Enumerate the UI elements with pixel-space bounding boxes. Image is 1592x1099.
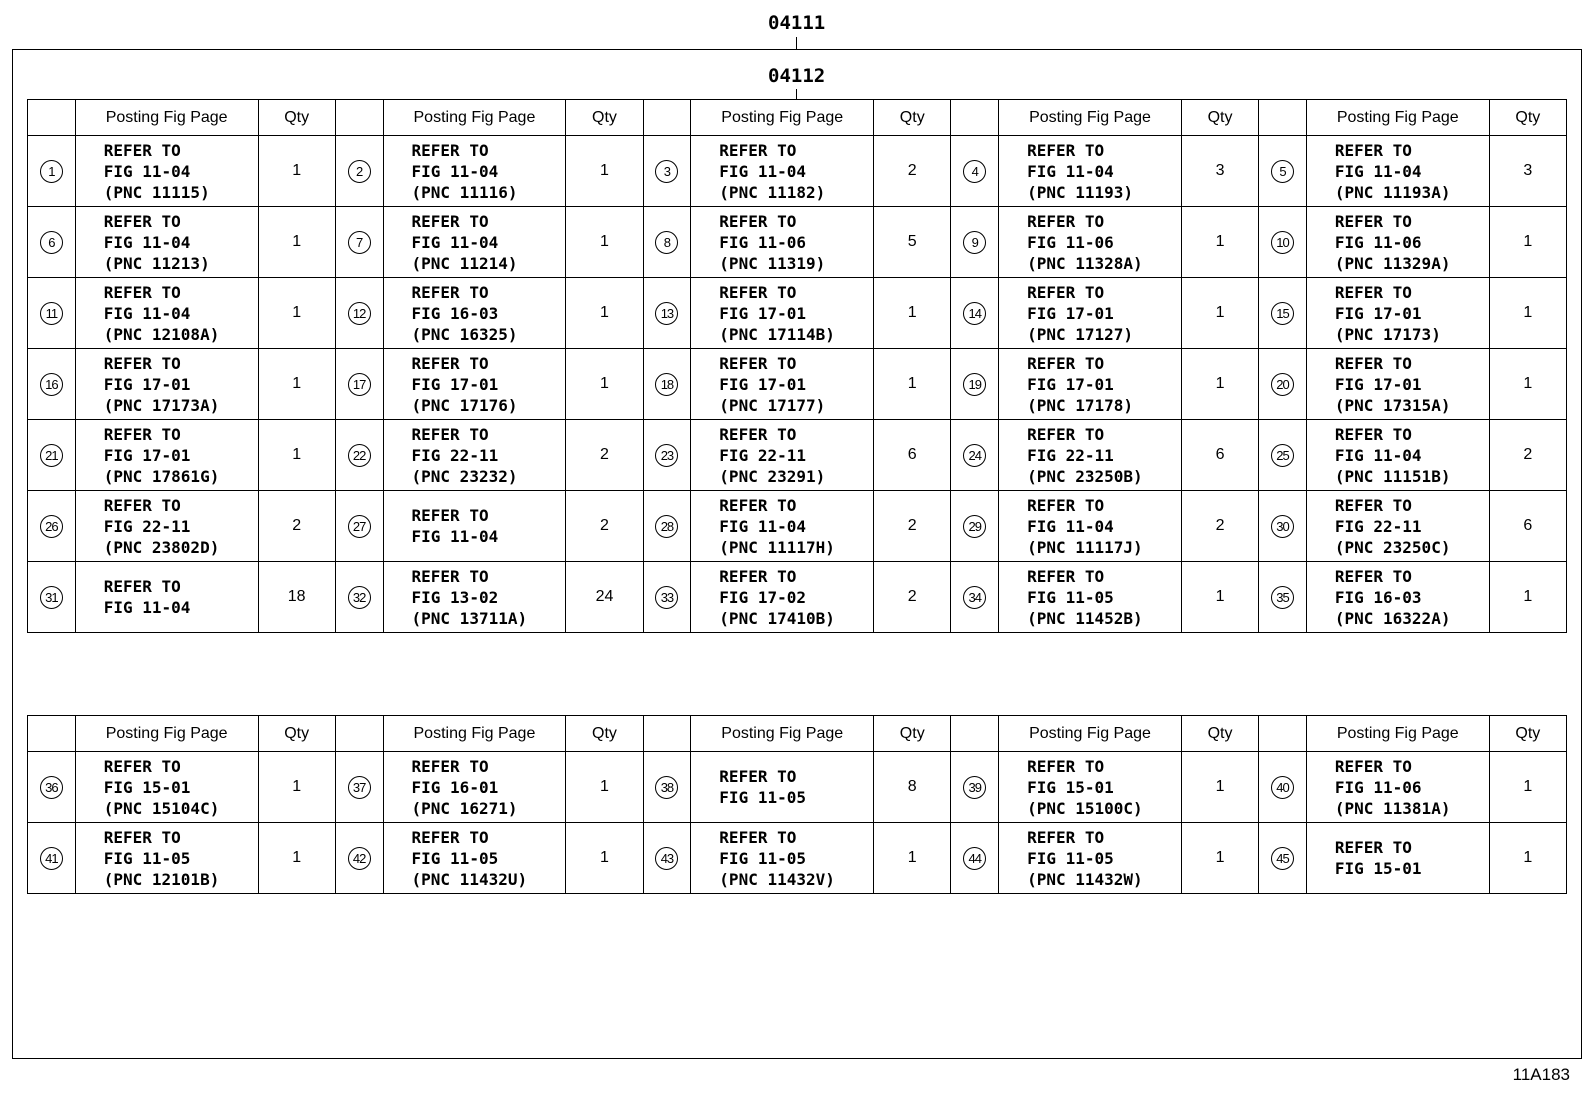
callout-cell <box>1259 207 1307 278</box>
assembly-code-outer: 04111 <box>768 12 826 34</box>
header-num <box>335 716 383 752</box>
callout-cell <box>28 278 76 349</box>
posting-fig-page-cell: REFER TO FIG 17-01 (PNC 17315A) <box>1306 349 1489 420</box>
callout-cell <box>1259 562 1307 633</box>
callout-cell <box>1259 278 1307 349</box>
callout-cell <box>951 420 999 491</box>
callout-cell <box>28 207 76 278</box>
callout-number: 45 <box>1271 847 1294 870</box>
posting-fig-page-cell: REFER TO FIG 22-11 (PNC 23291) <box>691 420 874 491</box>
callout-number: 9 <box>963 231 986 254</box>
header-posting-fig-page: Posting Fig Page <box>691 716 874 752</box>
parts-reference-table-secondary <box>27 715 1567 894</box>
table-row <box>28 136 1567 207</box>
callout-cell <box>951 349 999 420</box>
callout-cell <box>643 207 691 278</box>
header-qty: Qty <box>1489 100 1566 136</box>
callout-number: 28 <box>655 515 678 538</box>
qty-cell: 1 <box>566 823 643 894</box>
posting-fig-page-cell: REFER TO FIG 11-06 (PNC 11319) <box>691 207 874 278</box>
posting-fig-page-cell: REFER TO FIG 22-11 (PNC 23250B) <box>999 420 1182 491</box>
callout-number: 20 <box>1271 373 1294 396</box>
qty-cell: 2 <box>258 491 335 562</box>
table-row <box>28 562 1567 633</box>
callout-cell <box>335 562 383 633</box>
callout-number: 5 <box>1271 160 1294 183</box>
callout-cell <box>951 823 999 894</box>
callout-number: 15 <box>1271 302 1294 325</box>
callout-cell <box>1259 136 1307 207</box>
qty-cell: 1 <box>1489 349 1566 420</box>
callout-number: 19 <box>963 373 986 396</box>
posting-fig-page-cell: REFER TO FIG 17-01 (PNC 17127) <box>999 278 1182 349</box>
callout-cell <box>335 823 383 894</box>
qty-cell: 1 <box>874 349 951 420</box>
posting-fig-page-cell: REFER TO FIG 11-04 (PNC 11213) <box>75 207 258 278</box>
posting-fig-page-cell: REFER TO FIG 15-01 (PNC 15104C) <box>75 752 258 823</box>
leader-line-inner <box>796 89 797 99</box>
posting-fig-page-cell: REFER TO FIG 11-04 (PNC 11117H) <box>691 491 874 562</box>
callout-cell <box>951 491 999 562</box>
header-qty: Qty <box>1181 100 1258 136</box>
qty-cell: 1 <box>258 136 335 207</box>
qty-cell: 1 <box>1181 823 1258 894</box>
callout-cell <box>643 349 691 420</box>
callout-cell <box>335 207 383 278</box>
posting-fig-page-cell: REFER TO FIG 22-11 (PNC 23802D) <box>75 491 258 562</box>
qty-cell: 6 <box>1181 420 1258 491</box>
qty-cell: 1 <box>566 278 643 349</box>
callout-cell <box>643 420 691 491</box>
qty-cell: 2 <box>874 562 951 633</box>
qty-cell: 1 <box>258 349 335 420</box>
header-posting-fig-page: Posting Fig Page <box>1306 100 1489 136</box>
qty-cell: 8 <box>874 752 951 823</box>
qty-cell: 1 <box>566 752 643 823</box>
posting-fig-page-cell: REFER TO FIG 11-06 (PNC 11329A) <box>1306 207 1489 278</box>
callout-number: 21 <box>40 444 63 467</box>
callout-number: 34 <box>963 586 986 609</box>
table-row <box>28 420 1567 491</box>
callout-number: 18 <box>655 373 678 396</box>
qty-cell: 1 <box>1489 562 1566 633</box>
callout-cell <box>951 752 999 823</box>
qty-cell: 6 <box>874 420 951 491</box>
qty-cell: 3 <box>1489 136 1566 207</box>
header-qty: Qty <box>874 100 951 136</box>
callout-number: 37 <box>348 776 371 799</box>
qty-cell: 1 <box>1489 278 1566 349</box>
posting-fig-page-cell: REFER TO FIG 11-05 (PNC 12101B) <box>75 823 258 894</box>
posting-fig-page-cell: REFER TO FIG 22-11 (PNC 23232) <box>383 420 566 491</box>
posting-fig-page-cell: REFER TO FIG 11-05 (PNC 11432U) <box>383 823 566 894</box>
callout-number: 10 <box>1271 231 1294 254</box>
table-body <box>28 752 1567 894</box>
callout-cell <box>643 278 691 349</box>
callout-cell <box>1259 752 1307 823</box>
callout-number: 30 <box>1271 515 1294 538</box>
header-posting-fig-page: Posting Fig Page <box>75 716 258 752</box>
callout-cell <box>951 278 999 349</box>
callout-number: 8 <box>655 231 678 254</box>
qty-cell: 24 <box>566 562 643 633</box>
qty-cell: 1 <box>1181 562 1258 633</box>
callout-number: 2 <box>348 160 371 183</box>
qty-cell: 6 <box>1489 491 1566 562</box>
posting-fig-page-cell: REFER TO FIG 11-06 (PNC 11381A) <box>1306 752 1489 823</box>
table-row <box>28 823 1567 894</box>
posting-fig-page-cell: REFER TO FIG 13-02 (PNC 13711A) <box>383 562 566 633</box>
callout-cell <box>28 136 76 207</box>
posting-fig-page-cell: REFER TO FIG 17-01 (PNC 17861G) <box>75 420 258 491</box>
qty-cell: 2 <box>1181 491 1258 562</box>
qty-cell: 18 <box>258 562 335 633</box>
header-posting-fig-page: Posting Fig Page <box>691 100 874 136</box>
callout-cell <box>28 420 76 491</box>
callout-number: 24 <box>963 444 986 467</box>
callout-cell <box>28 823 76 894</box>
qty-cell: 1 <box>258 278 335 349</box>
table-row <box>28 752 1567 823</box>
header-num <box>643 100 691 136</box>
callout-number: 22 <box>348 444 371 467</box>
posting-fig-page-cell: REFER TO FIG 11-04 (PNC 11115) <box>75 136 258 207</box>
callout-cell <box>335 278 383 349</box>
callout-number: 26 <box>40 515 63 538</box>
posting-fig-page-cell: REFER TO FIG 11-04 (PNC 11193A) <box>1306 136 1489 207</box>
header-posting-fig-page: Posting Fig Page <box>383 716 566 752</box>
callout-cell <box>335 491 383 562</box>
header-qty: Qty <box>566 100 643 136</box>
qty-cell: 2 <box>874 136 951 207</box>
header-num <box>951 716 999 752</box>
header-posting-fig-page: Posting Fig Page <box>383 100 566 136</box>
figure-id: 11A183 <box>1512 1065 1570 1084</box>
posting-fig-page-cell: REFER TO FIG 11-06 (PNC 11328A) <box>999 207 1182 278</box>
header-num <box>951 100 999 136</box>
callout-cell <box>1259 823 1307 894</box>
qty-cell: 1 <box>566 207 643 278</box>
header-qty: Qty <box>258 100 335 136</box>
qty-cell: 1 <box>258 823 335 894</box>
callout-number: 31 <box>40 586 63 609</box>
header-qty: Qty <box>566 716 643 752</box>
posting-fig-page-cell: REFER TO FIG 17-02 (PNC 17410B) <box>691 562 874 633</box>
header-num <box>1259 716 1307 752</box>
callout-number: 11 <box>40 302 63 325</box>
posting-fig-page-cell: REFER TO FIG 17-01 (PNC 17114B) <box>691 278 874 349</box>
qty-cell: 1 <box>874 278 951 349</box>
qty-cell: 1 <box>1181 207 1258 278</box>
callout-number: 6 <box>40 231 63 254</box>
callout-cell <box>28 562 76 633</box>
posting-fig-page-cell: REFER TO FIG 11-04 (PNC 11117J) <box>999 491 1182 562</box>
qty-cell: 1 <box>1181 752 1258 823</box>
callout-cell <box>335 420 383 491</box>
posting-fig-page-cell: REFER TO FIG 15-01 (PNC 15100C) <box>999 752 1182 823</box>
qty-cell: 1 <box>874 823 951 894</box>
posting-fig-page-cell: REFER TO FIG 16-01 (PNC 16271) <box>383 752 566 823</box>
posting-fig-page-cell: REFER TO FIG 11-04 (PNC 11116) <box>383 136 566 207</box>
qty-cell: 2 <box>874 491 951 562</box>
posting-fig-page-cell: REFER TO FIG 22-11 (PNC 23250C) <box>1306 491 1489 562</box>
posting-fig-page-cell: REFER TO FIG 11-05 (PNC 11452B) <box>999 562 1182 633</box>
callout-cell <box>951 207 999 278</box>
posting-fig-page-cell: REFER TO FIG 15-01 <box>1306 823 1489 894</box>
posting-fig-page-cell: REFER TO FIG 16-03 (PNC 16325) <box>383 278 566 349</box>
leader-line-outer <box>796 37 797 49</box>
posting-fig-page-cell: REFER TO FIG 11-04 (PNC 11193) <box>999 136 1182 207</box>
posting-fig-page-cell: REFER TO FIG 11-04 (PNC 12108A) <box>75 278 258 349</box>
posting-fig-page-cell: REFER TO FIG 17-01 (PNC 17173A) <box>75 349 258 420</box>
callout-cell <box>335 136 383 207</box>
callout-cell <box>28 752 76 823</box>
header-posting-fig-page: Posting Fig Page <box>999 100 1182 136</box>
callout-cell <box>28 491 76 562</box>
posting-fig-page-cell: REFER TO FIG 16-03 (PNC 16322A) <box>1306 562 1489 633</box>
qty-cell: 1 <box>258 207 335 278</box>
posting-fig-page-cell: REFER TO FIG 11-05 <box>691 752 874 823</box>
callout-number: 43 <box>655 847 678 870</box>
qty-cell: 1 <box>1489 823 1566 894</box>
callout-number: 16 <box>40 373 63 396</box>
header-num <box>335 100 383 136</box>
callout-number: 14 <box>963 302 986 325</box>
posting-fig-page-cell: REFER TO FIG 11-04 <box>75 562 258 633</box>
qty-cell: 1 <box>1489 752 1566 823</box>
qty-cell: 1 <box>566 136 643 207</box>
header-num <box>1259 100 1307 136</box>
posting-fig-page-cell: REFER TO FIG 17-01 (PNC 17173) <box>1306 278 1489 349</box>
posting-fig-page-cell: REFER TO FIG 11-05 (PNC 11432W) <box>999 823 1182 894</box>
callout-number: 1 <box>40 160 63 183</box>
callout-cell <box>643 823 691 894</box>
callout-number: 40 <box>1271 776 1294 799</box>
callout-number: 44 <box>963 847 986 870</box>
callout-cell <box>28 349 76 420</box>
header-posting-fig-page: Posting Fig Page <box>75 100 258 136</box>
callout-number: 39 <box>963 776 986 799</box>
table-body <box>28 136 1567 633</box>
callout-cell <box>643 136 691 207</box>
posting-fig-page-cell: REFER TO FIG 17-01 (PNC 17176) <box>383 349 566 420</box>
qty-cell: 2 <box>566 420 643 491</box>
callout-number: 25 <box>1271 444 1294 467</box>
assembly-code-inner: 04112 <box>768 65 826 87</box>
callout-cell <box>951 562 999 633</box>
callout-number: 17 <box>348 373 371 396</box>
callout-number: 41 <box>40 847 63 870</box>
callout-cell <box>335 752 383 823</box>
header-posting-fig-page: Posting Fig Page <box>999 716 1182 752</box>
table-header-row <box>28 100 1567 136</box>
qty-cell: 2 <box>1489 420 1566 491</box>
posting-fig-page-cell: REFER TO FIG 11-04 (PNC 11214) <box>383 207 566 278</box>
qty-cell: 1 <box>258 420 335 491</box>
callout-number: 7 <box>348 231 371 254</box>
callout-number: 12 <box>348 302 371 325</box>
qty-cell: 1 <box>1181 278 1258 349</box>
qty-cell: 1 <box>1181 349 1258 420</box>
table-row <box>28 491 1567 562</box>
header-qty: Qty <box>258 716 335 752</box>
callout-number: 13 <box>655 302 678 325</box>
callout-cell <box>951 136 999 207</box>
qty-cell: 1 <box>258 752 335 823</box>
posting-fig-page-cell: REFER TO FIG 11-05 (PNC 11432V) <box>691 823 874 894</box>
header-posting-fig-page: Posting Fig Page <box>1306 716 1489 752</box>
posting-fig-page-cell: REFER TO FIG 11-04 (PNC 11151B) <box>1306 420 1489 491</box>
header-qty: Qty <box>1181 716 1258 752</box>
qty-cell: 1 <box>566 349 643 420</box>
qty-cell: 3 <box>1181 136 1258 207</box>
header-num <box>28 716 76 752</box>
callout-number: 35 <box>1271 586 1294 609</box>
header-num <box>643 716 691 752</box>
callout-number: 38 <box>655 776 678 799</box>
callout-cell <box>335 349 383 420</box>
callout-number: 23 <box>655 444 678 467</box>
callout-number: 33 <box>655 586 678 609</box>
callout-cell <box>643 491 691 562</box>
callout-number: 3 <box>655 160 678 183</box>
posting-fig-page-cell: REFER TO FIG 11-04 (PNC 11182) <box>691 136 874 207</box>
callout-number: 27 <box>348 515 371 538</box>
table-header-row <box>28 716 1567 752</box>
header-qty: Qty <box>874 716 951 752</box>
callout-cell <box>643 752 691 823</box>
callout-cell <box>1259 491 1307 562</box>
posting-fig-page-cell: REFER TO FIG 11-04 <box>383 491 566 562</box>
callout-number: 42 <box>348 847 371 870</box>
callout-number: 4 <box>963 160 986 183</box>
qty-cell: 5 <box>874 207 951 278</box>
callout-cell <box>1259 420 1307 491</box>
header-qty: Qty <box>1489 716 1566 752</box>
callout-cell <box>1259 349 1307 420</box>
callout-cell <box>643 562 691 633</box>
table-row <box>28 349 1567 420</box>
table-row <box>28 278 1567 349</box>
posting-fig-page-cell: REFER TO FIG 17-01 (PNC 17177) <box>691 349 874 420</box>
qty-cell: 1 <box>1489 207 1566 278</box>
parts-reference-table-main <box>27 99 1567 633</box>
header-num <box>28 100 76 136</box>
callout-number: 29 <box>963 515 986 538</box>
table-row <box>28 207 1567 278</box>
posting-fig-page-cell: REFER TO FIG 17-01 (PNC 17178) <box>999 349 1182 420</box>
callout-number: 36 <box>40 776 63 799</box>
qty-cell: 2 <box>566 491 643 562</box>
callout-number: 32 <box>348 586 371 609</box>
